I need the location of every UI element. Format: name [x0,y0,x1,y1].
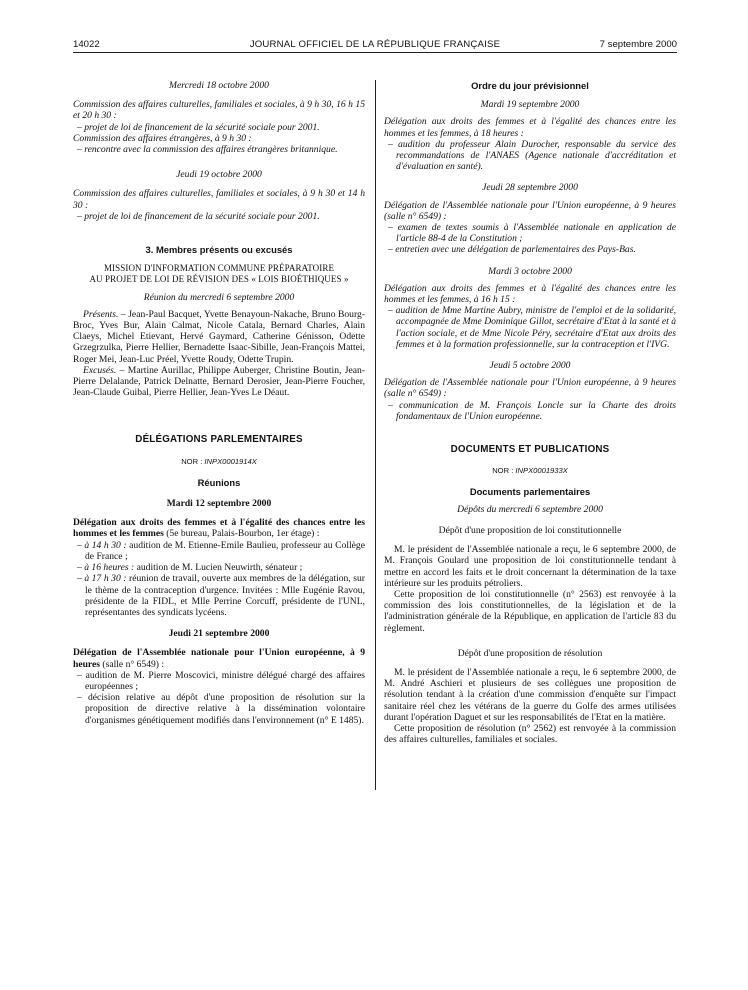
date-heading: Jeudi 28 septembre 2000 [482,182,578,194]
agenda-item: – communication de M. François Loncle sur la Charte des droits fondamentaux de l'Union européenne. [384,400,676,422]
item-text: audition de M. Lucien Neuwirth, sénateur ; [134,562,303,574]
mission-title: MISSION D'INFORMATION COMMUNE PRÉPARATOIRE [103,263,335,274]
right-column [384,80,676,745]
agenda-item: – audition de Mme Martine Aubry, ministre de l'emploi et de la solidarité, accompagnée de Mme Dominique Gillot, secrétaire d'Etat à la santé et à l'action sociale, et de Mme Nicole Péry, secrétaire d'Etat aux droits des femmes et à la formation professionnelle, sur la contraception et l'IVG. [384,305,676,350]
item-time: à 14 h 30 : [84,539,127,551]
left-column [73,80,365,726]
agenda-item [73,573,365,618]
date-heading: Jeudi 19 octobre 2000 [176,169,262,181]
subsection-heading: Réunions [197,476,241,488]
excused-names: – Martine Aurillac, Philippe Auberger, Christine Boutin, Jean-Pierre Delalande, Patrick Delnatte, Bernard Derosier, Jean-Pierre Foucher, Jean-Claude Guibal, Pierre Hellier, Jean-Yves Le Déaut. [73,364,365,399]
agenda-item: – décision relative au dépôt d'une proposition de résolution sur la proposition de directive relative à la dissémination volontaire d'organismes génétiquement modifiés dans l'environnement (n° E 1485). [73,692,365,726]
section-heading: 3. Membres présents ou excusés [145,244,293,256]
delegation-location: (salle n° 6549) : [100,658,165,670]
journal-title: JOURNAL OFFICIEL DE LA RÉPUBLIQUE FRANÇAISE [249,39,501,50]
agenda-item [73,540,365,562]
delegation-name: Délégation de l'Assemblée nationale pour l'Union européenne, à 9 heures [73,647,365,670]
section-heading: Ordre du jour prévisionnel [471,80,589,91]
page-number: 14022 [73,39,100,50]
present-label: Présents. [83,308,119,320]
issue-date: 7 septembre 2000 [599,39,677,50]
commission-entry: Commission des affaires culturelles, familiales et sociales, à 9 h 30, 16 h 15 et 20 h 30 : [73,99,365,122]
agenda-item: – entretien avec une délégation de parlementaires des Pays-Bas. [384,244,676,255]
delegation-entry: Délégation aux droits des femmes et à l'égalité des chances entre les hommes et les femmes, à 18 heures : [384,116,676,139]
delegation-entry [73,647,365,669]
attendees-excused [73,365,365,399]
agenda-item: – projet de loi de financement de la sécurité sociale pour 2001. [73,211,365,222]
agenda-item: – rencontre avec la commission des affaires étrangères britannique. [73,144,365,155]
deposit-title: Dépôt d'une proposition de loi constitutionnelle [438,524,622,536]
nor-label: NOR : [492,466,516,476]
date-heading: Mardi 19 septembre 2000 [480,99,580,111]
agenda-item: – projet de loi de financement de la sécurité sociale pour 2001. [73,122,365,133]
meeting-date: Réunion du mercredi 6 septembre 2000 [143,291,295,303]
item-text: réunion de travail, ouverte aux membres de la délégation, sur le thème de la contraception d'urgence. Invitées : Mlle Eugénie Ravou, présidente de la FIDL, et Mlle Perrine Corcuff, présidente de l'UNL, représentantes des syndicats lycéens. [85,573,365,618]
present-names: – Jean-Paul Bacquet, Yvette Benayoun-Nakache, Bruno Bourg-Broc, Yves Bur, Alain Calmat, Nicole Catala, Bernard Charles, Alain Claeys, Michel Etievant, Hervé Gaymard, Catherine Génisson, Odette Grzegrzulka, Pierre Hellier, Bernadette Isaac-Sibille, Jean-François Mattei, Roger Mei, Jean-Luc Préel, Yvette Roudy, Odette Trupin. [73,308,365,365]
deposit-paragraph: Cette proposition de loi constitutionnelle (n° 2563) est renvoyée à la commission des lois constitutionnelles, de la législation et de la l'administration générale de la République, en application de l'article 83 du règlement. [384,588,676,634]
delegation-entry: Délégation de l'Assemblée nationale pour l'Union européenne, à 9 heures (salle n° 6549) : [384,377,676,400]
nor-reference [384,465,676,476]
agenda-item [73,562,365,573]
item-time: à 17 h 30 : [84,573,127,585]
subsection-heading: Documents parlementaires [469,486,591,498]
commission-entry: Commission des affaires culturelles, familiales et sociales, à 9 h 30 et 14 h 30 : [73,188,365,211]
deposit-title: Dépôt d'une proposition de résolution [457,647,603,659]
delegation-entry [73,517,365,539]
column-divider [375,80,376,790]
commission-entry: Commission des affaires étrangères, à 9 h 30 : [73,132,252,144]
date-heading: Mardi 12 septembre 2000 [166,498,272,510]
item-time: à 16 heures : [84,562,135,574]
nor-code: INPX0001933X [515,466,568,476]
deposit-paragraph: Cette proposition de résolution (n° 2562) est renvoyée à la commission des affaires culturelles, familiales et sociales. [384,722,676,746]
section-heading: DOCUMENTS ET PUBLICATIONS [450,444,610,456]
deposit-paragraph: M. le président de l'Assemblée nationale a reçu, le 6 septembre 2000, de M. François Goulard une proposition de loi constitutionnelle tendant à mettre en accord les faits et le droit concernant la détermination de la taxe intérieure sur les produits pétroliers. [384,544,676,589]
mission-title: AU PROJET DE LOI DE RÉVISION DES « LOIS BIOÉTHIQUES » [89,274,349,285]
delegation-name: Délégation aux droits des femmes et à l'égalité des chances entre les hommes et les femmes [73,517,365,540]
deposit-paragraph: M. le président de l'Assemblée nationale a reçu, le 6 septembre 2000, de M. André Aschieri et plusieurs de ses collègues une proposition de résolution tendant à la création d'une commission d'enquête sur l'impact sanitaire réel chez les vétérans de la guerre du Golfe des armes utilisées durant l'opération Daguet et sur les responsabilités de l'Etat en la matière. [384,666,676,723]
item-text: audition de M. Etienne-Emile Baulieu, professeur au Collège de France ; [85,539,365,562]
delegation-location: (5e bureau, Palais-Bourbon, 1er étage) : [163,528,320,540]
date-heading: Mercredi 18 octobre 2000 [169,80,269,91]
nor-reference [73,456,365,467]
attendees-present [73,309,365,365]
section-heading: DÉLÉGATIONS PARLEMENTAIRES [135,434,303,446]
excused-label: Excusés. [83,364,117,376]
agenda-item: – audition de M. Pierre Moscovici, ministre délégué chargé des affaires européennes ; [73,670,365,692]
date-heading: Jeudi 5 octobre 2000 [489,360,571,372]
date-heading: Jeudi 21 septembre 2000 [168,628,270,640]
deposit-date: Dépôts du mercredi 6 septembre 2000 [457,503,603,515]
delegation-entry: Délégation de l'Assemblée nationale pour l'Union européenne, à 9 heures (salle n° 6549) : [384,199,676,222]
delegation-entry: Délégation aux droits des femmes et à l'égalité des chances entre les hommes et les femmes, à 16 h 15 : [384,282,676,306]
page-header [73,38,677,53]
nor-code: INPX0001914X [204,456,257,466]
nor-label: NOR : [181,456,205,466]
date-heading: Mardi 3 octobre 2000 [488,265,572,277]
agenda-item: – examen de textes soumis à l'Assemblée nationale en application de l'article 88-4 de la Constitution ; [384,222,676,244]
agenda-item: – audition du professeur Alain Durocher, responsable du service des recommandations de l'ANAES (Agence nationale d'accréditation et d'évaluation en santé). [384,139,676,173]
